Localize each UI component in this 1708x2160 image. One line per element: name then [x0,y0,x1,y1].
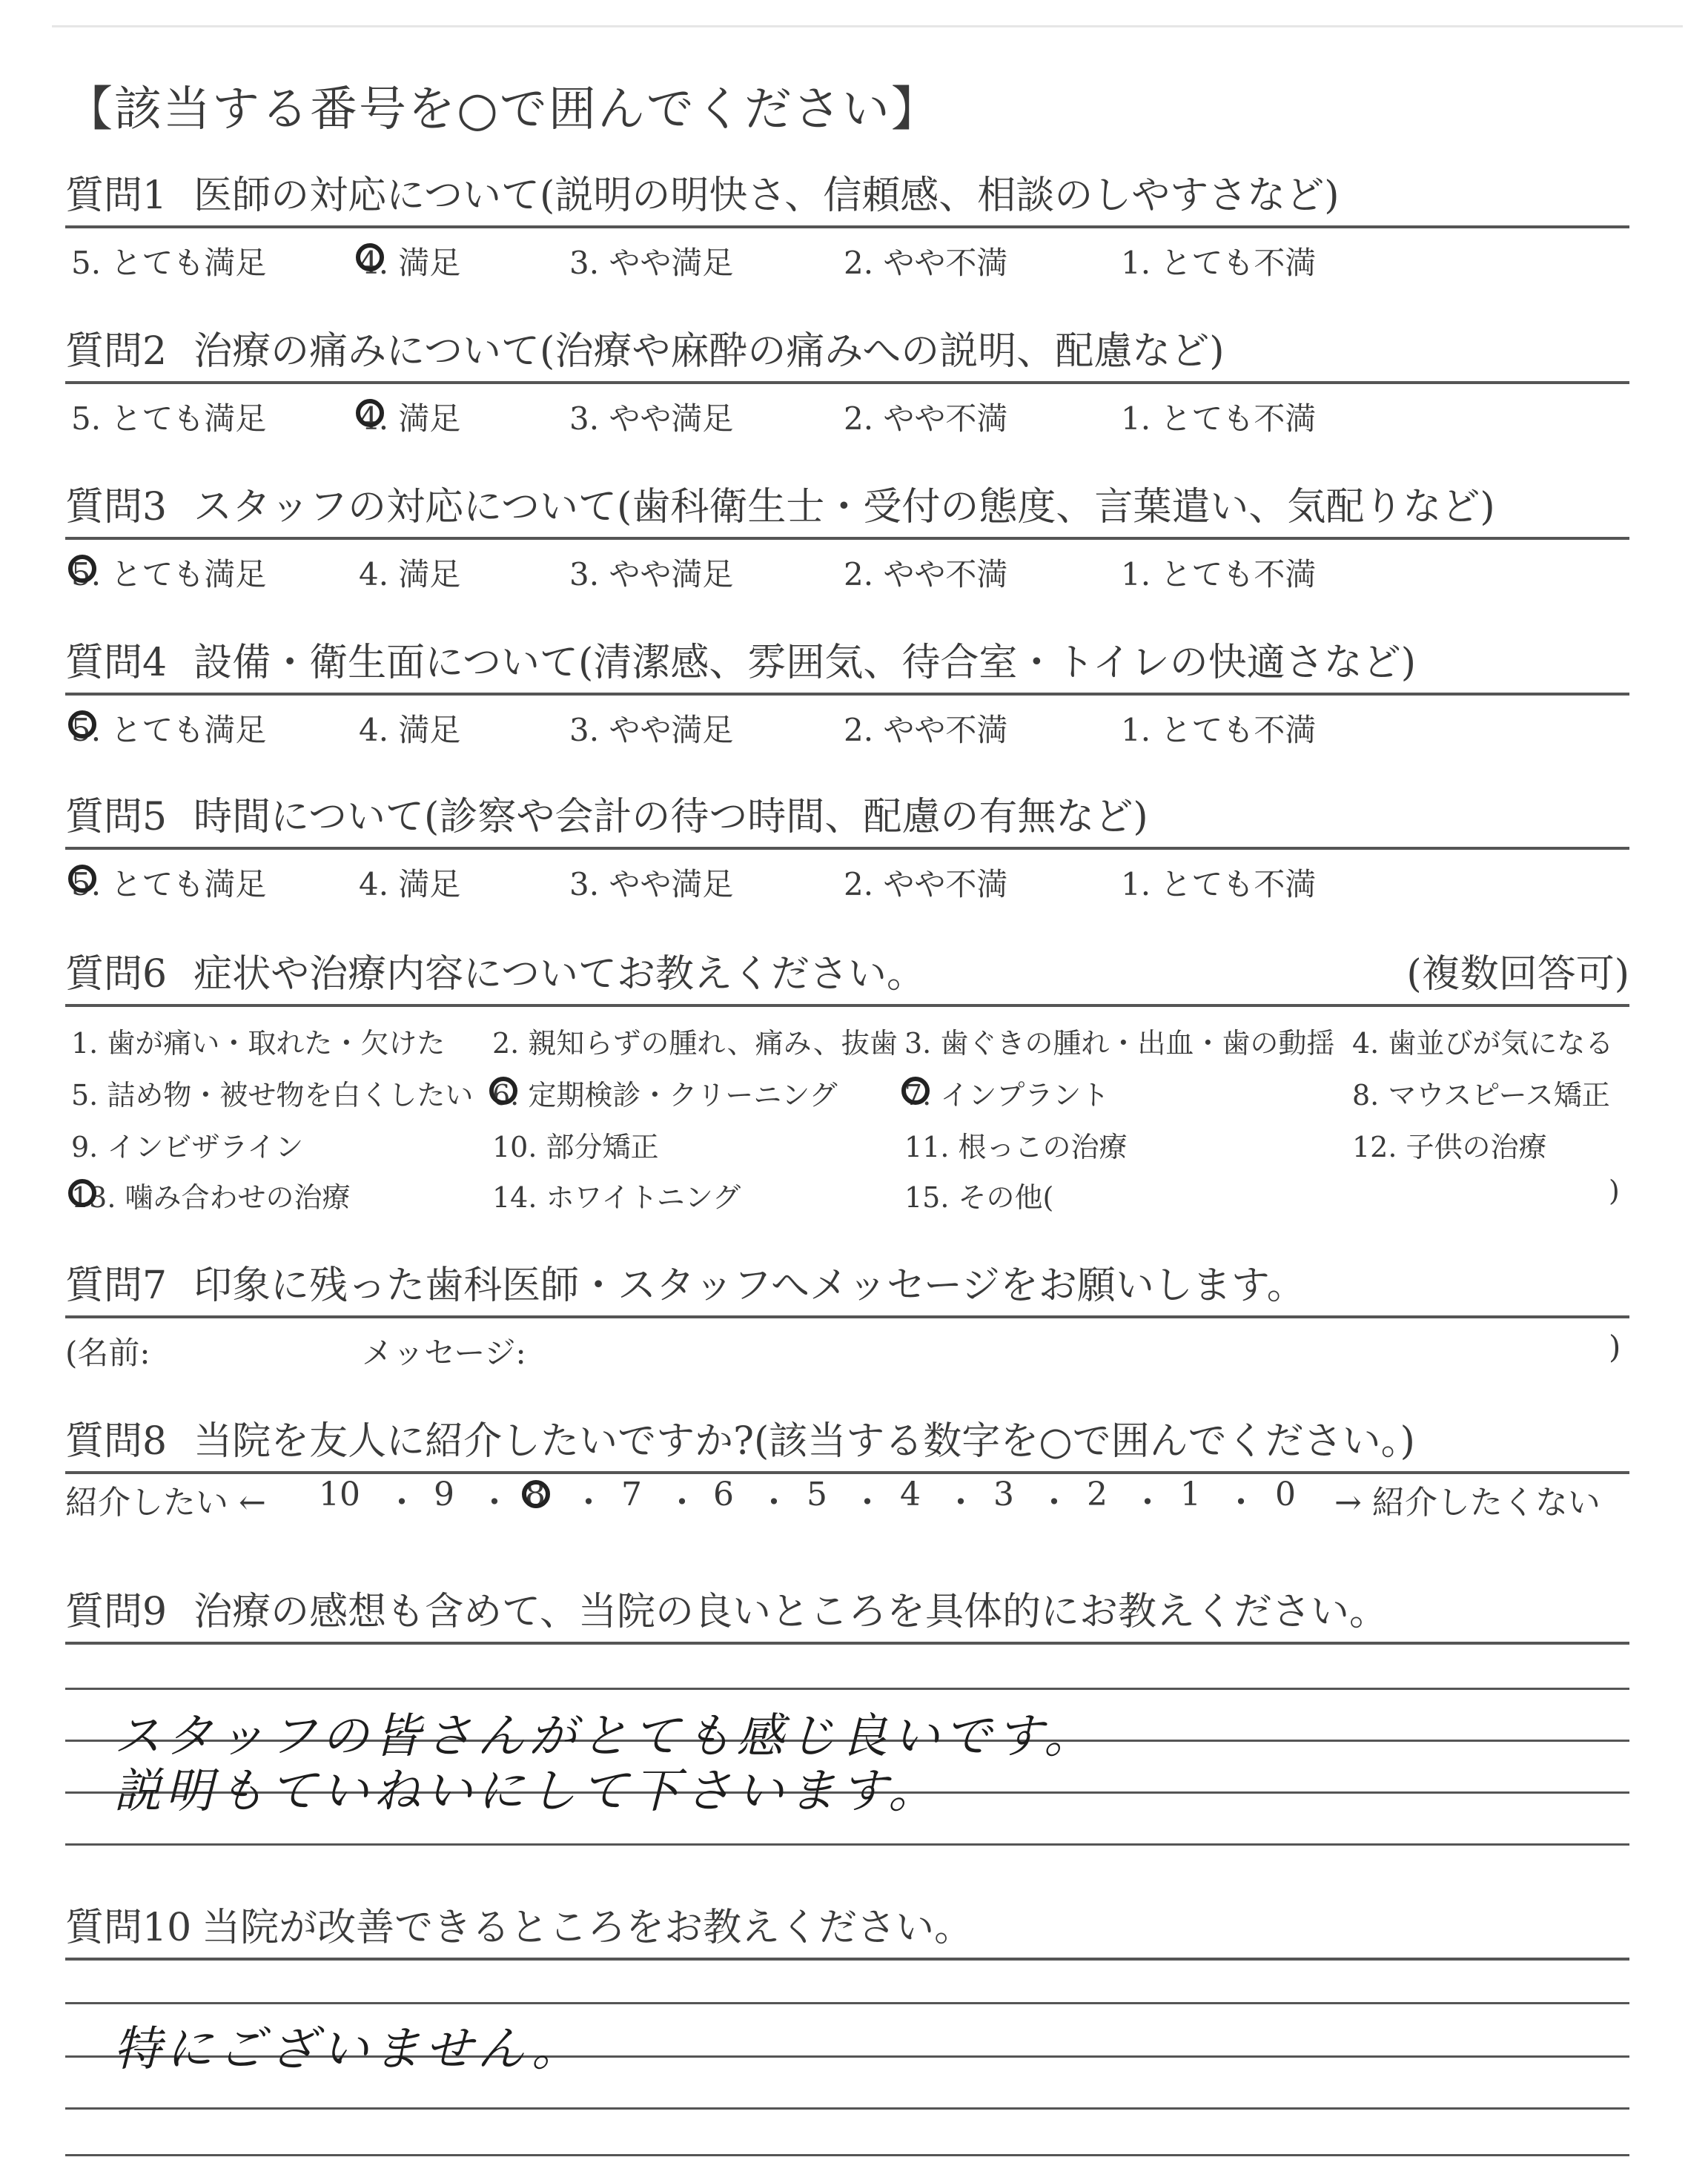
writing-line [65,1843,1629,1846]
symptom-options [65,1007,1629,1222]
question-4 [65,630,1629,747]
writing-line [65,1688,1629,1690]
symptom-option[interactable]: 2. 親知らずの腫れ、痛み、抜歯 [492,1027,898,1060]
option-2[interactable]: 2. やや不満 [844,400,1008,437]
score-9[interactable]: 9 [434,1476,454,1513]
question-text: 質問6 症状や治療内容についてお教えください。 [65,952,926,997]
recommend-right-label: → 紹介したくない [1334,1484,1601,1522]
option-1[interactable]: 1. とても不満 [1121,245,1317,281]
question-3 [65,475,1629,592]
option-1[interactable]: 1. とても不満 [1121,866,1317,902]
symptom-option[interactable]: 5. 詰め物・被せ物を白くしたい [71,1079,474,1112]
writing-line [65,2107,1629,2110]
rating-options [65,696,1629,747]
symptom-option[interactable]: 14. ホワイトニング [492,1181,741,1214]
question-text: 質問10 当院が改善できるところをお教えください。 [65,1906,973,1950]
handwritten-answer-line: 説明もていねいにして下さいます。 [110,1764,951,1819]
question-text: 質問3 スタッフの対応について(歯科衛生士・受付の態度、言葉遣い、気配りなど) [65,485,1495,529]
option-3[interactable]: 3. やや満足 [569,556,734,592]
writing-line [65,2002,1629,2004]
multiple-answers-note: (複数回答可) [1406,952,1629,997]
scale-dot: ・ [758,1484,790,1522]
symptom-option[interactable]: 8. マウスピース矯正 [1352,1079,1610,1112]
option-2[interactable]: 2. やや不満 [844,866,1008,902]
option-4[interactable]: 4. 満足 [359,556,461,592]
symptom-option-selected[interactable]: 6. 定期検診・クリーニング [492,1072,838,1113]
option-4[interactable]: 4. 満足 [359,712,461,748]
message-label: メッセージ: [362,1335,526,1371]
symptom-option-selected[interactable]: 13. 噛み合わせの治療 [71,1175,351,1215]
question-text: 質問2 治療の痛みについて(治療や麻酔の痛みへの説明、配慮など) [65,329,1225,374]
score-10[interactable]: 10 [319,1476,360,1513]
scale-dot: ・ [572,1484,605,1522]
option-3[interactable]: 3. やや満足 [569,245,734,281]
question-6 [65,942,1629,1222]
score-3[interactable]: 3 [993,1476,1014,1513]
scale-dot: ・ [1038,1484,1070,1522]
question-text: 質問1 医師の対応について(説明の明快さ、信頼感、相談のしやすさなど) [65,174,1340,218]
scale-dot: ・ [944,1484,977,1522]
question-text: 質問5 時間について(診察や会計の待つ時間、配慮の有無など) [65,795,1148,839]
score-4[interactable]: 4 [900,1476,921,1513]
scale-dot: ・ [851,1484,884,1522]
option-4-selected[interactable]: 4. 満足 [359,394,460,439]
question-7 [65,1253,1629,1370]
name-label: (名前: [65,1335,150,1371]
message-row [65,1318,1629,1370]
other-close-paren: ) [1609,1175,1620,1207]
question-9 [65,1579,1629,1645]
question-2 [65,319,1629,436]
top-border [52,25,1683,27]
score-6[interactable]: 6 [713,1476,734,1513]
symptom-option-selected[interactable]: 7. インプラント [904,1072,1109,1113]
option-5[interactable]: 5. とても満足 [71,245,267,281]
page-title: 【該当する番号を○で囲んでください】 [65,82,940,137]
question-rule [65,1471,1629,1474]
score-1[interactable]: 1 [1180,1476,1201,1513]
question-rule [65,1958,1629,1961]
option-1[interactable]: 1. とても不満 [1121,712,1317,748]
question-1 [65,163,1629,280]
question-rule [65,1642,1629,1645]
rating-options [65,228,1629,280]
option-5-selected[interactable]: 5. とても満足 [71,550,266,595]
symptom-option[interactable]: 3. 歯ぐきの腫れ・出血・歯の動揺 [904,1027,1335,1060]
option-5-selected[interactable]: 5. とても満足 [71,860,266,905]
option-4-selected[interactable]: 4. 満足 [359,239,460,283]
question-10 [65,1895,1629,1961]
rating-options [65,850,1629,902]
score-0[interactable]: 0 [1275,1476,1296,1513]
option-2[interactable]: 2. やや不満 [844,712,1008,748]
message-close-paren: ) [1609,1329,1621,1365]
question-text: 質問4 設備・衛生面について(清潔感、雰囲気、待合室・トイレの快適さなど) [65,641,1417,685]
question-8 [65,1409,1629,1474]
symptom-option[interactable]: 9. インビザライン [71,1131,304,1163]
rating-options [65,540,1629,592]
symptom-option[interactable]: 11. 根っこの治療 [904,1131,1128,1163]
scale-dot: ・ [666,1484,698,1522]
symptom-option[interactable]: 1. 歯が痛い・取れた・欠けた [71,1027,446,1060]
scale-dot: ・ [1225,1484,1257,1522]
symptom-option[interactable]: 12. 子供の治療 [1352,1131,1547,1163]
option-4[interactable]: 4. 満足 [359,866,461,902]
question-text: 質問7 印象に残った歯科医師・スタッフへメッセージをお願いします。 [65,1264,1305,1308]
score-7[interactable]: 7 [621,1476,642,1513]
option-3[interactable]: 3. やや満足 [569,866,734,902]
question-text: 質問8 当院を友人に紹介したいですか?(該当する数字を○で囲んでください。) [65,1419,1415,1464]
score-2[interactable]: 2 [1087,1476,1108,1513]
option-2[interactable]: 2. やや不満 [844,245,1008,281]
other-option[interactable]: 15. その他( [904,1181,1054,1214]
question-5 [65,785,1629,902]
rating-options [65,384,1629,436]
recommend-left-label: 紹介したい ← [65,1484,266,1522]
option-3[interactable]: 3. やや満足 [569,400,734,437]
option-1[interactable]: 1. とても不満 [1121,400,1317,437]
writing-line [65,2154,1629,2156]
symptom-option[interactable]: 4. 歯並びが気になる [1352,1027,1614,1060]
handwritten-answer-line: スタッフの皆さんがとても感じ良いです。 [110,1709,1107,1764]
option-2[interactable]: 2. やや不満 [844,556,1008,592]
option-5-selected[interactable]: 5. とても満足 [71,706,266,750]
scale-dot: ・ [478,1484,511,1522]
option-5[interactable]: 5. とても満足 [71,400,267,437]
option-1[interactable]: 1. とても不満 [1121,556,1317,592]
handwritten-answer-line: 特にございません。 [110,2022,595,2077]
question-text: 質問9 治療の感想も含めて、当院の良いところを具体的にお教えください。 [65,1590,1388,1634]
scale-dot: ・ [385,1484,418,1522]
score-8-selected[interactable]: 8 [525,1476,546,1513]
symptom-option[interactable]: 10. 部分矯正 [492,1131,659,1163]
scale-dot: ・ [1131,1484,1164,1522]
score-5[interactable]: 5 [807,1476,827,1513]
option-3[interactable]: 3. やや満足 [569,712,734,748]
